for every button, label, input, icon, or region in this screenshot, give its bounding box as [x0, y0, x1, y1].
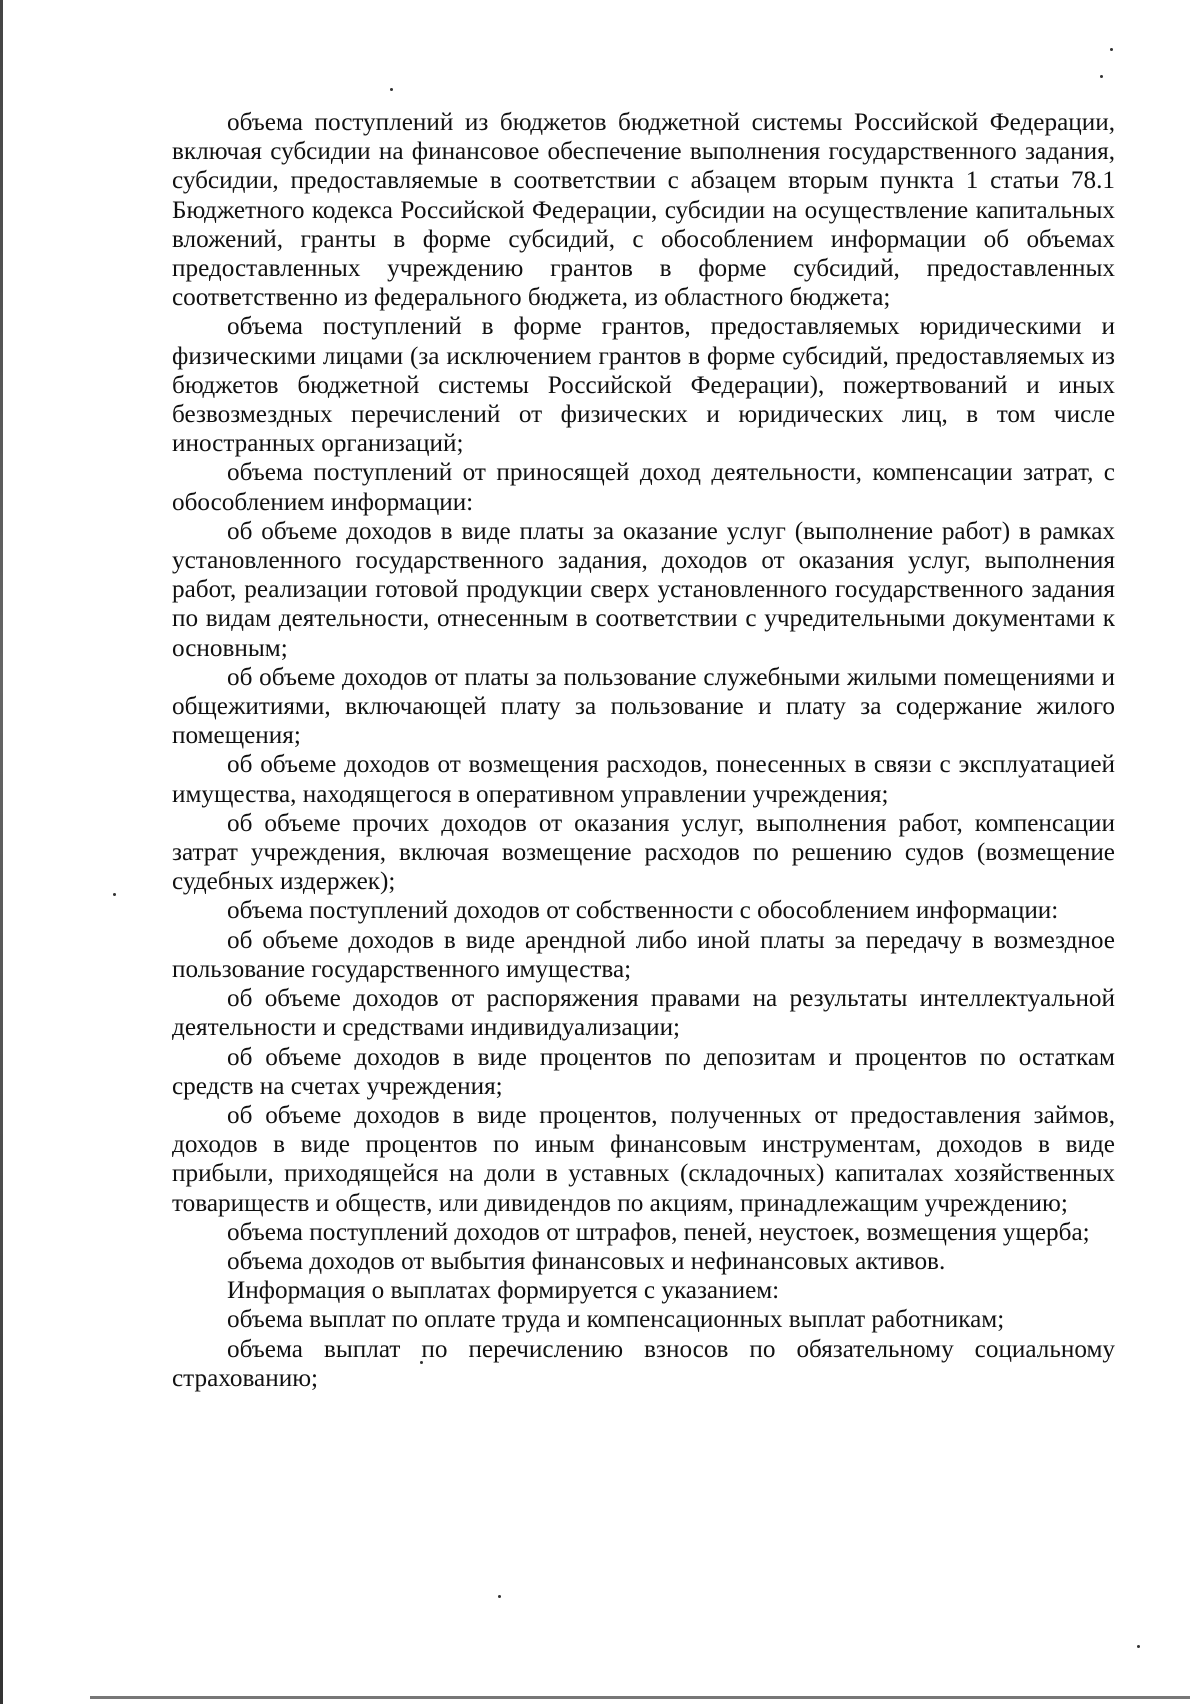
document-body — [172, 108, 1115, 1393]
scan-speck — [498, 1595, 501, 1598]
scan-bottom-edge — [90, 1696, 1190, 1699]
paragraph-asset-disposal: объема доходов от выбытия финансовых и нефинансовых активов. — [227, 1247, 946, 1275]
paragraph-services-income: об объеме доходов в виде платы за оказание услуг (выполнение работ) в рамках установленного государственного задания, доходов от оказания услуг, выполнения работ, реализации готовой продукции сверх установленного государственного задания по видам деятельности, отнесенным в соответствии с учредительными документами к основным; — [172, 517, 1115, 662]
scan-speck — [113, 893, 116, 896]
paragraph-payments-intro: Информация о выплатах формируется с указанием: — [227, 1277, 780, 1305]
paragraph-other-income: об объеме прочих доходов от оказания услуг, выполнения работ, компенсации затрат учреждения, включая возмещение расходов по решению судов (возмещение судебных издержек); — [172, 809, 1115, 896]
paragraph-rent-income: об объеме доходов в виде арендной либо иной платы за передачу в возмездное пользование государственного имущества; — [172, 926, 1115, 983]
paragraph-property-income: объема поступлений доходов от собственности с обособлением информации: — [227, 897, 1059, 925]
paragraph-insurance-payments: объема выплат по перечислению взносов по обязательному социальному страхованию; — [172, 1335, 1115, 1392]
paragraph-fines-income: объема поступлений доходов от штрафов, пеней, неустоек, возмещения ущерба; — [227, 1218, 1090, 1246]
scan-speck — [1110, 48, 1113, 51]
scan-speck — [390, 88, 393, 91]
paragraph-ip-income: об объеме доходов от распоряжения правами на результаты интеллектуальной деятельности и средствами индивидуализации; — [172, 985, 1115, 1042]
paragraph-income-activity: объема поступлений от приносящей доход деятельности, компенсации затрат, с обособлением информации: — [172, 459, 1115, 516]
paragraph-deposit-interest: об объеме доходов в виде процентов по депозитам и процентов по остаткам средств на счетах учреждения; — [172, 1043, 1115, 1100]
paragraph-salary-payments: объема выплат по оплате труда и компенсационных выплат работникам; — [227, 1306, 1005, 1334]
paragraph-budget-revenues: объема поступлений из бюджетов бюджетной системы Российской Федерации, включая субсидии на финансовое обеспечение выполнения государственного задания, субсидии, предоставляемые в соответствии с абзацем вторым пункта 1 статьи 78.1 Бюджетного кодекса Российской Федерации, субсидии на осуществление капитальных вложений, гранты в форме субсидий, с обособлением информации об объемах предоставленных учреждению грантов в форме субсидий, предоставленных соответственно из федерального бюджета, из областного бюджета; — [172, 109, 1115, 312]
paragraph-grants-revenues: объема поступлений в форме грантов, предоставляемых юридическими и физическими лицами (за исключением грантов в форме субсидий, предоставляемых из бюджетов бюджетной системы Российской Федерации), пожертвований и иных безвозмездных перечислений от физических и юридических лиц, в том числе иностранных организаций; — [172, 313, 1115, 458]
scan-left-edge — [0, 0, 3, 1704]
scan-speck — [1100, 75, 1103, 78]
scan-speck — [1137, 1645, 1140, 1648]
paragraph-loan-interest: об объеме доходов в виде процентов, полученных от предоставления займов, доходов в виде процентов по иным финансовым инструментам, доходов в виде прибыли, приходящейся на доли в уставных (складочных) капиталах хозяйственных товариществ и обществ, или дивидендов по акциям, принадлежащим учреждению; — [172, 1101, 1115, 1217]
paragraph-expense-reimbursement: об объеме доходов от возмещения расходов, понесенных в связи с эксплуатацией имущества, находящегося в оперативном управлении учреждения; — [172, 751, 1115, 808]
paragraph-housing-income: об объеме доходов от платы за пользование служебными жилыми помещениями и общежитиями, включающей плату за пользование и плату за содержание жилого помещения; — [172, 663, 1115, 750]
